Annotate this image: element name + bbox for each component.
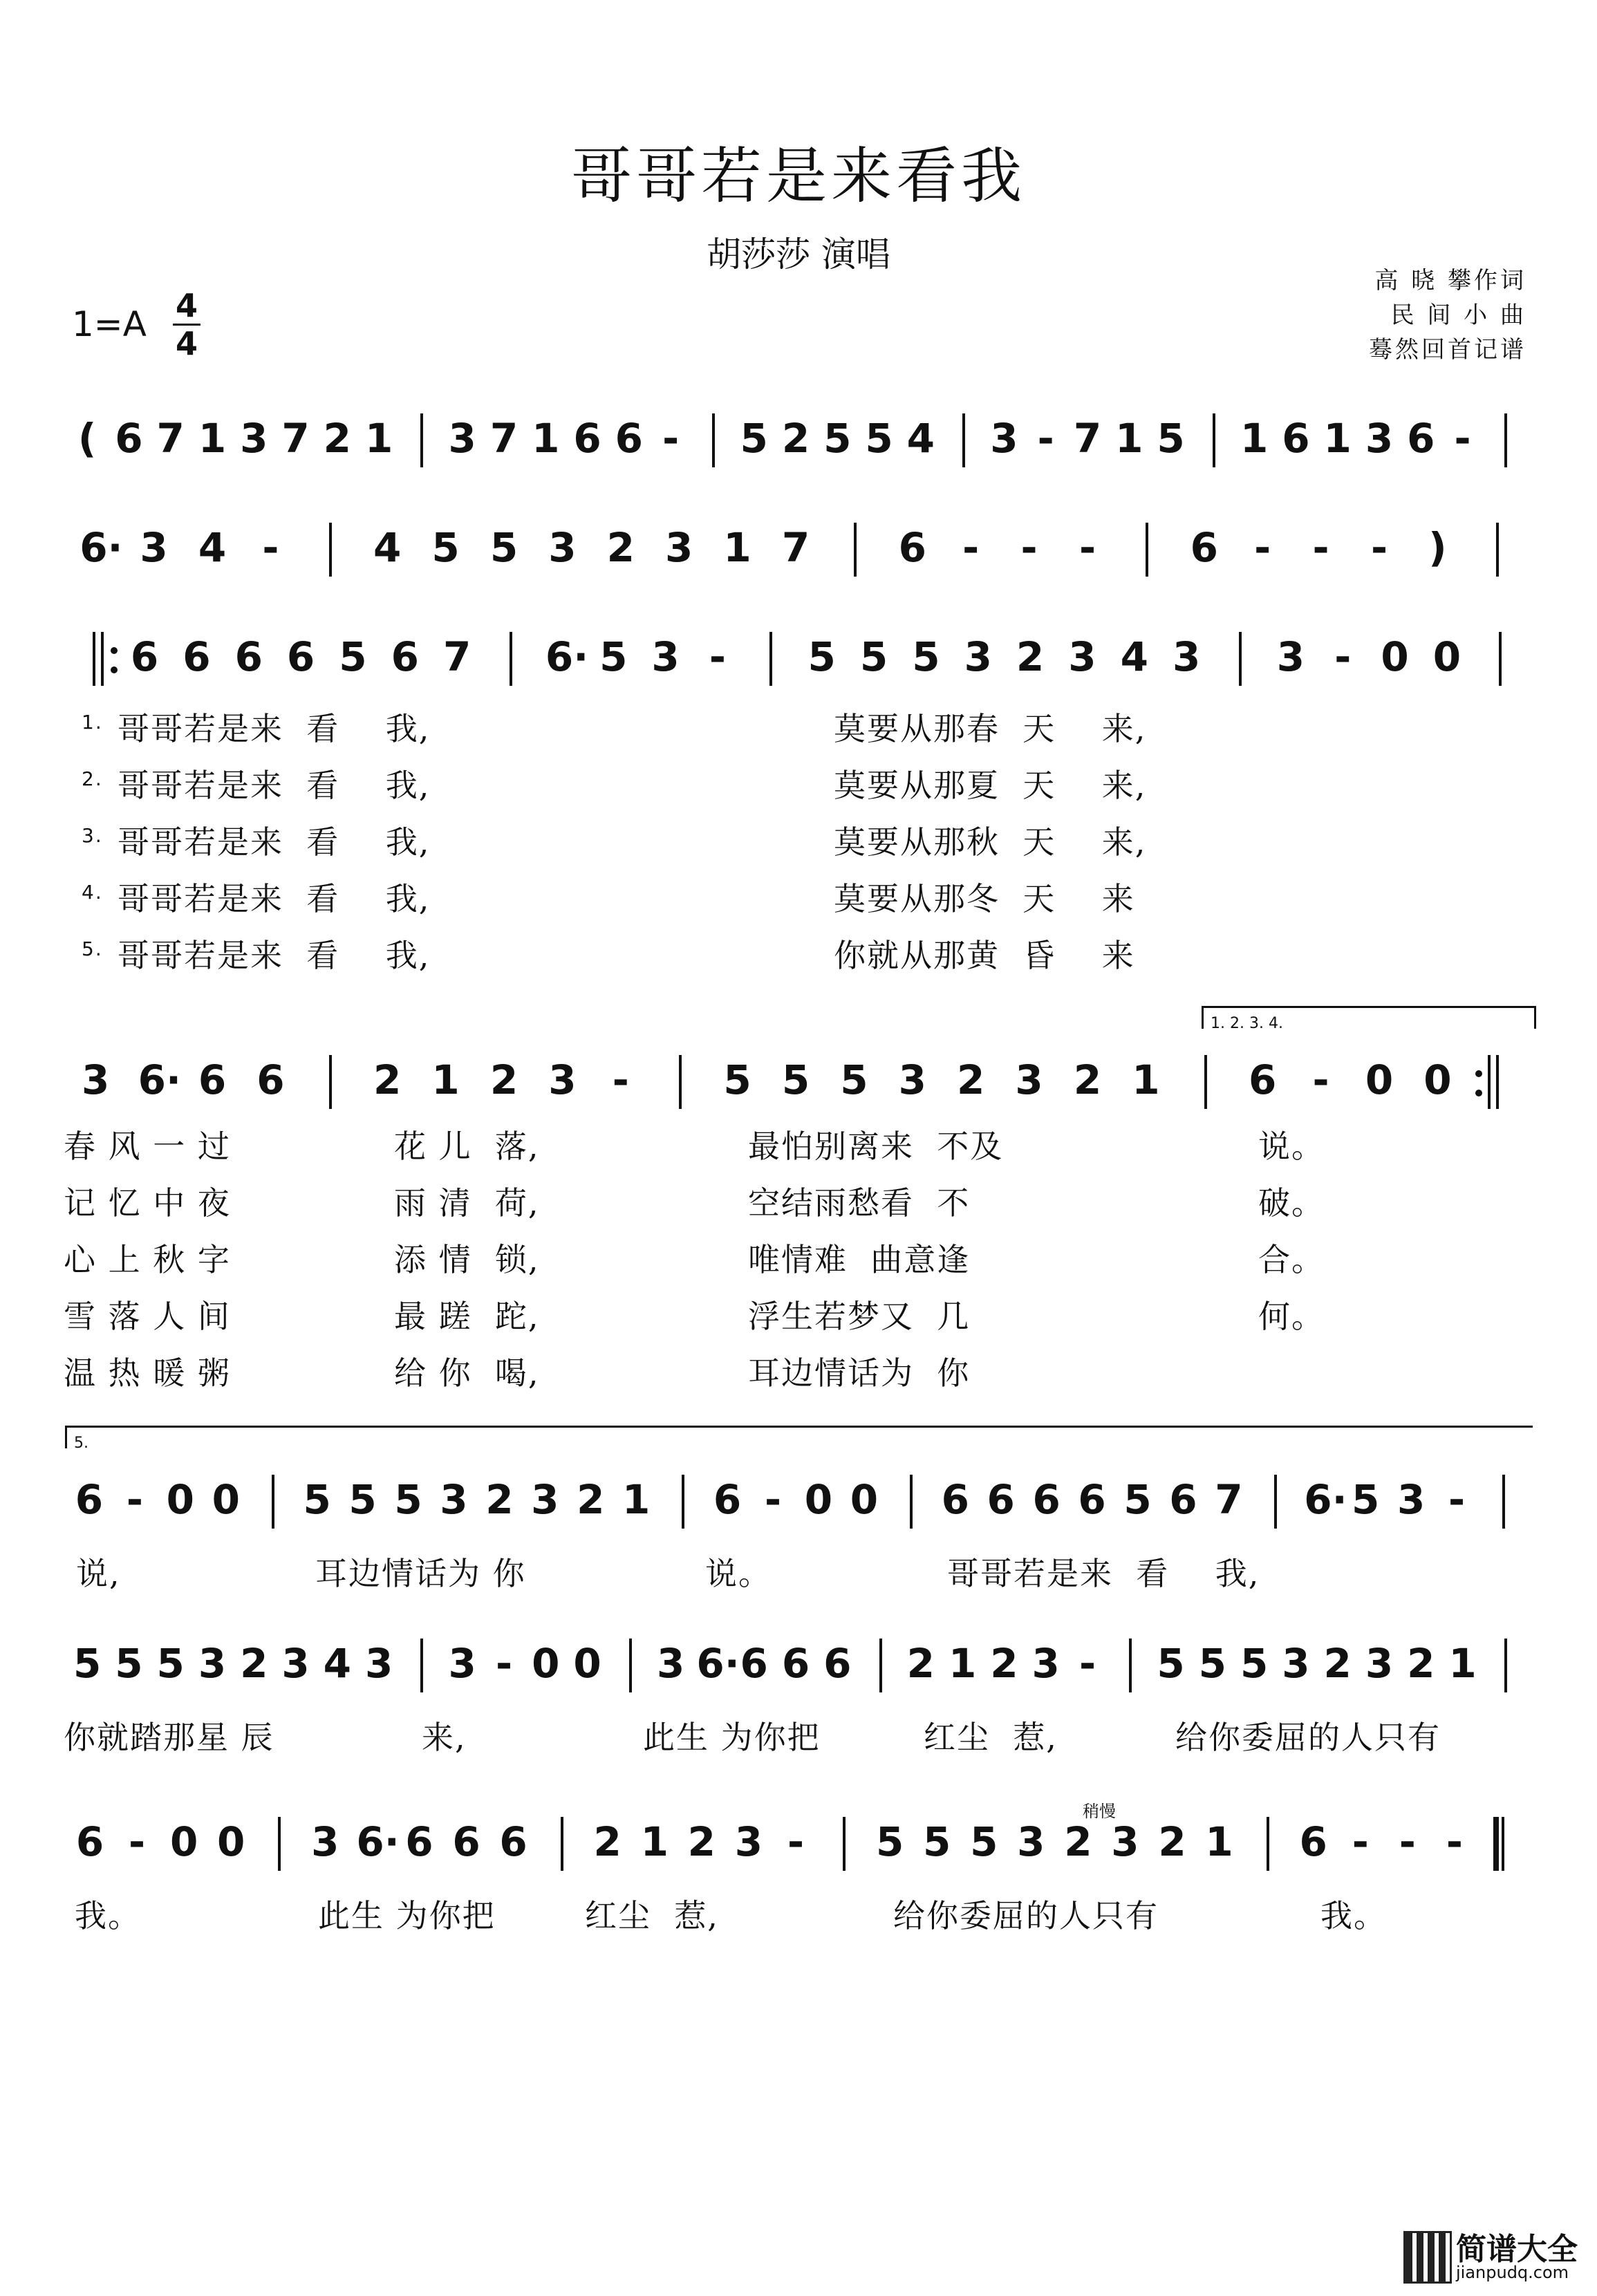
barline xyxy=(1267,1817,1269,1871)
verse2-lyric-a: 雪 落 人 间 xyxy=(64,1298,231,1335)
note: 6 xyxy=(823,1640,852,1687)
dash-extension: - xyxy=(764,1476,782,1523)
note: 4 xyxy=(323,1640,352,1687)
note: 2 xyxy=(593,1818,622,1865)
note: 1 xyxy=(640,1818,669,1865)
verse2-lyric-a: 心 上 秋 字 xyxy=(64,1241,231,1278)
verse2-lyric-c: 最怕别离来 不及 xyxy=(748,1128,1004,1165)
parenthesis: ) xyxy=(1428,524,1447,571)
verse2-lyric-d: 说。 xyxy=(1258,1128,1325,1165)
verse-lyric-a: 哥哥若是来 看 我, xyxy=(118,710,431,747)
note: 3 xyxy=(311,1818,339,1865)
note: 2 xyxy=(1064,1818,1092,1865)
note: 1 xyxy=(1448,1640,1477,1687)
note: 1 xyxy=(1205,1818,1233,1865)
note: 6 xyxy=(573,415,601,462)
note: 6 xyxy=(987,1476,1015,1523)
note: 3 xyxy=(548,1056,577,1103)
lyric-r7-d: 给你委屈的人只有 xyxy=(893,1897,1159,1934)
note: 6 xyxy=(1078,1476,1106,1523)
note: 1 xyxy=(1240,415,1269,462)
barline xyxy=(93,632,95,686)
note: 6 xyxy=(941,1476,969,1523)
note: 3 xyxy=(734,1818,763,1865)
note: 5 xyxy=(599,633,628,680)
second-ending-label: 5. xyxy=(74,1435,88,1452)
note: 1 xyxy=(364,415,393,462)
note: 2 xyxy=(687,1818,716,1865)
note: 1 xyxy=(198,415,227,462)
note: 6 xyxy=(1299,1818,1327,1865)
note: 7 xyxy=(781,524,810,571)
note: 7 xyxy=(281,415,310,462)
lyric-r7-a: 我。 xyxy=(75,1897,141,1934)
lyric-r6-c: 此生 为你把 xyxy=(643,1719,821,1756)
note: 6 xyxy=(452,1818,480,1865)
dash-extension: - xyxy=(1454,415,1471,462)
note: 7 xyxy=(442,633,471,680)
transcriber-credit: 蓦然回首记谱 xyxy=(1369,336,1526,364)
note: 0 xyxy=(532,1640,560,1687)
note: 6 xyxy=(405,1818,433,1865)
note: 0 xyxy=(1365,1056,1394,1103)
note: 3 xyxy=(240,415,268,462)
note: 2 xyxy=(1158,1818,1186,1865)
time-sig-top: 4 xyxy=(175,287,198,324)
barline-double xyxy=(101,632,104,686)
note: 0 xyxy=(804,1476,833,1523)
note: 5 xyxy=(1157,1640,1185,1687)
barline xyxy=(1504,1639,1507,1692)
barline xyxy=(682,1475,684,1529)
note: 6 xyxy=(198,1056,227,1103)
note: 3 xyxy=(656,1640,685,1687)
note: 6 xyxy=(183,633,211,680)
note: 6 xyxy=(256,1056,285,1103)
lyric-r5-d: 哥哥若是来 看 我, xyxy=(947,1555,1260,1592)
note: 5 xyxy=(1123,1476,1152,1523)
staff-row-1 xyxy=(66,408,1532,484)
note: 5 xyxy=(1352,1476,1380,1523)
key-signature: 1=A xyxy=(72,304,147,344)
note: 6 xyxy=(499,1818,527,1865)
note: 1 xyxy=(622,1476,651,1523)
note: 6 xyxy=(1190,524,1218,571)
note: 3 xyxy=(1017,1818,1045,1865)
dash-extension: - xyxy=(495,1640,513,1687)
note: 2 xyxy=(957,1056,985,1103)
note: 3 xyxy=(964,633,992,680)
note: 0 xyxy=(1381,633,1409,680)
staff-row-3 xyxy=(66,626,1532,702)
lyric-r5-a: 说, xyxy=(76,1555,121,1592)
note: 5 xyxy=(1198,1640,1227,1687)
note: 1 xyxy=(532,415,560,462)
note: 3 xyxy=(1276,633,1305,680)
note: 5 xyxy=(348,1476,377,1523)
note: 3 xyxy=(448,1640,476,1687)
note: 2 xyxy=(1323,1640,1352,1687)
verse2-lyric-a: 温 热 暖 粥 xyxy=(64,1354,231,1392)
barline xyxy=(561,1817,563,1871)
lyric-r6-b: 来, xyxy=(422,1719,467,1756)
repeat-dot xyxy=(111,666,118,673)
note: 6 xyxy=(1282,415,1310,462)
dash-extension: - xyxy=(129,1818,146,1865)
verse2-lyric-b: 雨 清 荷, xyxy=(394,1184,540,1222)
note: 3 xyxy=(1365,415,1394,462)
note: 4 xyxy=(198,524,227,571)
dash-extension: - xyxy=(1370,524,1388,571)
note: 2 xyxy=(990,1640,1018,1687)
note: 5 xyxy=(840,1056,868,1103)
note: 6 xyxy=(615,415,644,462)
lyric-r6-d: 红尘 惹, xyxy=(924,1719,1058,1756)
note: 5 xyxy=(875,1818,904,1865)
note: 0 xyxy=(1423,1056,1452,1103)
barline xyxy=(1129,1639,1132,1692)
dash-extension: - xyxy=(1399,1818,1416,1865)
verse-number: 4. xyxy=(82,881,103,904)
verse-lyric-a: 哥哥若是来 看 我, xyxy=(118,880,431,917)
lyric-r7-c: 红尘 惹, xyxy=(585,1897,719,1934)
note: 6 xyxy=(1032,1476,1061,1523)
note: 6· xyxy=(696,1640,740,1687)
repeat-dot xyxy=(1475,1070,1482,1077)
note: 5 xyxy=(740,415,768,462)
note: 2 xyxy=(906,1640,935,1687)
note: 3 xyxy=(1111,1818,1139,1865)
dash-extension: - xyxy=(787,1818,805,1865)
note: 6 xyxy=(234,633,263,680)
note: 0 xyxy=(1432,633,1461,680)
note: 5 xyxy=(859,633,888,680)
note: 5 xyxy=(303,1476,331,1523)
barline xyxy=(1213,413,1215,467)
note: 1 xyxy=(431,1056,460,1103)
parenthesis: ( xyxy=(77,415,97,462)
site-logo xyxy=(1403,2224,1583,2286)
note: 5 xyxy=(923,1818,951,1865)
dash-extension: - xyxy=(1312,1056,1329,1103)
note: 4 xyxy=(1120,633,1148,680)
barline-double xyxy=(1493,1817,1499,1871)
repeat-dot xyxy=(1475,1090,1482,1096)
note: 5 xyxy=(970,1818,998,1865)
verse-lyric-b: 莫要从那春 天 来, xyxy=(834,710,1147,747)
verse2-lyric-b: 给 你 喝, xyxy=(394,1354,540,1392)
verse2-lyric-c: 唯情难 曲意逢 xyxy=(748,1241,971,1278)
note: 7 xyxy=(1073,415,1102,462)
barline xyxy=(1499,632,1502,686)
note: 3 xyxy=(531,1476,559,1523)
note: 7 xyxy=(156,415,185,462)
composer-credit: 民 间 小 曲 xyxy=(1390,301,1526,329)
note: 5 xyxy=(912,633,940,680)
note: 2 xyxy=(240,1640,268,1687)
lyricist-credit: 高 晓 攀作词 xyxy=(1374,267,1526,295)
verse2-lyric-a: 记 忆 中 夜 xyxy=(64,1184,231,1222)
note: 7 xyxy=(489,415,519,462)
verse2-lyric-b: 最 蹉 跎, xyxy=(394,1298,540,1335)
verse2-lyric-a: 春 风 一 过 xyxy=(64,1128,231,1165)
song-title: 哥哥若是来看我 xyxy=(570,140,1026,212)
note: 5 xyxy=(489,524,519,571)
note: 2 xyxy=(606,524,635,571)
barline xyxy=(843,1817,846,1871)
barline xyxy=(629,1639,632,1692)
verse2-lyric-d: 破。 xyxy=(1258,1184,1325,1222)
note: 5 xyxy=(865,415,893,462)
second-ending-bracket xyxy=(65,1426,1533,1452)
note: 6 xyxy=(286,633,315,680)
note: 2 xyxy=(323,415,352,462)
note: 1 xyxy=(1323,415,1352,462)
note: 3 xyxy=(898,1056,926,1103)
first-ending-bracket xyxy=(1202,1006,1536,1032)
dash-extension: - xyxy=(1254,524,1271,571)
dash-extension: - xyxy=(612,1056,629,1103)
barline xyxy=(910,1475,913,1529)
dash-extension: - xyxy=(1352,1818,1369,1865)
note: 1 xyxy=(1132,1056,1160,1103)
repeat-dot xyxy=(111,647,118,654)
dash-extension: - xyxy=(1037,415,1054,462)
barline xyxy=(329,523,332,577)
note: 6· xyxy=(80,524,123,571)
verse-number: 1. xyxy=(82,711,103,734)
dash-extension: - xyxy=(1312,524,1329,571)
note: 5 xyxy=(823,415,852,462)
barline xyxy=(329,1055,332,1109)
note: 5 xyxy=(1157,415,1185,462)
barline xyxy=(1502,1817,1504,1871)
verse-number: 5. xyxy=(82,937,103,960)
barline xyxy=(962,413,965,467)
note: 6 xyxy=(898,524,926,571)
note: 6· xyxy=(356,1818,400,1865)
note: 6 xyxy=(130,633,159,680)
verse2-lyric-c: 耳边情话为 你 xyxy=(748,1354,971,1392)
note: 3 xyxy=(1015,1056,1043,1103)
note: 3 xyxy=(140,524,168,571)
note: 3 xyxy=(364,1640,393,1687)
verse-lyric-a: 哥哥若是来 看 我, xyxy=(118,767,431,804)
note: 6 xyxy=(75,1476,104,1523)
staff-row-2 xyxy=(66,517,1532,593)
dash-extension: - xyxy=(662,415,680,462)
verse-lyric-b: 莫要从那冬 天 来 xyxy=(834,880,1135,917)
note: 3 xyxy=(198,1640,227,1687)
note: 5 xyxy=(1240,1640,1269,1687)
lyric-r6-e: 给你委屈的人只有 xyxy=(1175,1719,1441,1756)
note: 6 xyxy=(713,1476,742,1523)
note: 7 xyxy=(1215,1476,1243,1523)
barline xyxy=(1204,1055,1207,1109)
verse-lyric-b: 莫要从那夏 天 来, xyxy=(834,767,1147,804)
note: 4 xyxy=(906,415,935,462)
dash-extension: - xyxy=(126,1476,143,1523)
verse-lyric-b: 你就从那黄 昏 来 xyxy=(834,937,1135,974)
lyric-r7-b: 此生 为你把 xyxy=(318,1897,496,1934)
note: 1 xyxy=(723,524,751,571)
time-signature xyxy=(173,289,200,360)
barline xyxy=(1274,1475,1277,1529)
time-sig-bottom: 4 xyxy=(175,325,198,362)
note: 2 xyxy=(1073,1056,1102,1103)
note: 2 xyxy=(489,1056,519,1103)
note: 6 xyxy=(1249,1056,1277,1103)
dash-extension: - xyxy=(709,633,726,680)
note: 3 xyxy=(82,1056,110,1103)
note: 5 xyxy=(807,633,836,680)
note: 1 xyxy=(1115,415,1143,462)
barline xyxy=(879,1639,882,1692)
note: 2 xyxy=(485,1476,514,1523)
note: 2 xyxy=(373,1056,402,1103)
staff-row-7 xyxy=(66,1811,1532,1887)
barline xyxy=(272,1475,274,1529)
note: 5 xyxy=(723,1056,751,1103)
note: 6 xyxy=(115,415,143,462)
staff-row-6 xyxy=(66,1633,1532,1709)
verse2-lyric-d: 合。 xyxy=(1258,1241,1325,1278)
verse2-lyric-b: 添 情 锁, xyxy=(394,1241,540,1278)
note: 2 xyxy=(577,1476,605,1523)
note: 6 xyxy=(781,1640,810,1687)
note: 3 xyxy=(651,633,680,680)
note: 5 xyxy=(73,1640,102,1687)
lyric-r5-b: 耳边情话为 你 xyxy=(315,1555,526,1592)
piano-icon xyxy=(1403,2231,1452,2284)
tempo-mark: 稍慢 xyxy=(1083,1802,1116,1821)
note: 2 xyxy=(1016,633,1045,680)
barline xyxy=(1496,523,1499,577)
verse-lyric-a: 哥哥若是来 看 我, xyxy=(118,823,431,861)
note: 3 xyxy=(281,1640,310,1687)
verse2-lyric-b: 花 儿 落, xyxy=(394,1128,540,1165)
note: 6 xyxy=(1169,1476,1197,1523)
verse-number: 3. xyxy=(82,824,103,847)
verse-lyric-b: 莫要从那秋 天 来, xyxy=(834,823,1147,861)
note: 5 xyxy=(339,633,367,680)
verse-number: 2. xyxy=(82,767,103,790)
note: 6 xyxy=(391,633,419,680)
note: 5 xyxy=(115,1640,143,1687)
barline xyxy=(1239,632,1242,686)
staff-row-4 xyxy=(66,1049,1532,1126)
note: 2 xyxy=(781,415,810,462)
note: 3 xyxy=(990,415,1018,462)
note: 3 xyxy=(1031,1640,1060,1687)
logo-url: jianpudq.com xyxy=(1456,2263,1569,2282)
note: 6 xyxy=(75,1818,104,1865)
note: 3 xyxy=(665,524,693,571)
barline xyxy=(679,1055,682,1109)
dash-extension: - xyxy=(1078,524,1096,571)
note: 3 xyxy=(1172,633,1201,680)
barline xyxy=(1504,413,1507,467)
barline xyxy=(854,523,857,577)
note: 3 xyxy=(548,524,577,571)
note: 3 xyxy=(1365,1640,1394,1687)
note: 3 xyxy=(448,415,476,462)
dash-extension: - xyxy=(1334,633,1352,680)
note: 0 xyxy=(169,1818,198,1865)
note: 0 xyxy=(212,1476,240,1523)
note: 1 xyxy=(948,1640,977,1687)
note: 4 xyxy=(373,524,402,571)
note: 6 xyxy=(740,1640,768,1687)
barline xyxy=(510,632,512,686)
verse2-lyric-d: 何。 xyxy=(1258,1298,1325,1335)
note: 0 xyxy=(217,1818,245,1865)
verse-lyric-a: 哥哥若是来 看 我, xyxy=(118,937,431,974)
lyric-r7-e: 我。 xyxy=(1320,1897,1387,1934)
barline xyxy=(420,1639,423,1692)
note: 6· xyxy=(138,1056,181,1103)
dash-extension: - xyxy=(1020,524,1038,571)
note: 6· xyxy=(545,633,589,680)
lyric-r5-c: 说。 xyxy=(705,1555,772,1592)
logo-name: 简谱大全 xyxy=(1456,2232,1578,2267)
note: 5 xyxy=(156,1640,185,1687)
barline xyxy=(712,413,715,467)
dash-extension: - xyxy=(1078,1640,1096,1687)
note: 2 xyxy=(1407,1640,1435,1687)
barline xyxy=(1496,1055,1499,1109)
note: 0 xyxy=(573,1640,601,1687)
note: 0 xyxy=(166,1476,195,1523)
barline xyxy=(278,1817,281,1871)
barline xyxy=(420,413,423,467)
dash-extension: - xyxy=(1446,1818,1463,1865)
performer: 胡莎莎 演唱 xyxy=(707,234,890,274)
verse2-lyric-c: 浮生若梦又 几 xyxy=(748,1298,971,1335)
barline-double xyxy=(1488,1055,1491,1109)
staff-row-5 xyxy=(66,1469,1532,1545)
first-ending-label: 1. 2. 3. 4. xyxy=(1211,1015,1283,1032)
dash-extension: - xyxy=(962,524,980,571)
note: 3 xyxy=(440,1476,468,1523)
note: 5 xyxy=(781,1056,810,1103)
note: 6 xyxy=(1407,415,1435,462)
barline xyxy=(1502,1475,1505,1529)
dash-extension: - xyxy=(262,524,279,571)
note: 3 xyxy=(1068,633,1096,680)
dash-extension: - xyxy=(1448,1476,1466,1523)
note: 0 xyxy=(850,1476,879,1523)
barline xyxy=(1146,523,1148,577)
verse2-lyric-c: 空结雨愁看 不 xyxy=(748,1184,971,1222)
note: 6· xyxy=(1304,1476,1347,1523)
lyric-r6-a: 你就踏那星 辰 xyxy=(64,1719,274,1756)
note: 3 xyxy=(1282,1640,1310,1687)
note: 5 xyxy=(394,1476,422,1523)
note: 5 xyxy=(431,524,460,571)
note: 3 xyxy=(1397,1476,1426,1523)
barline xyxy=(769,632,772,686)
